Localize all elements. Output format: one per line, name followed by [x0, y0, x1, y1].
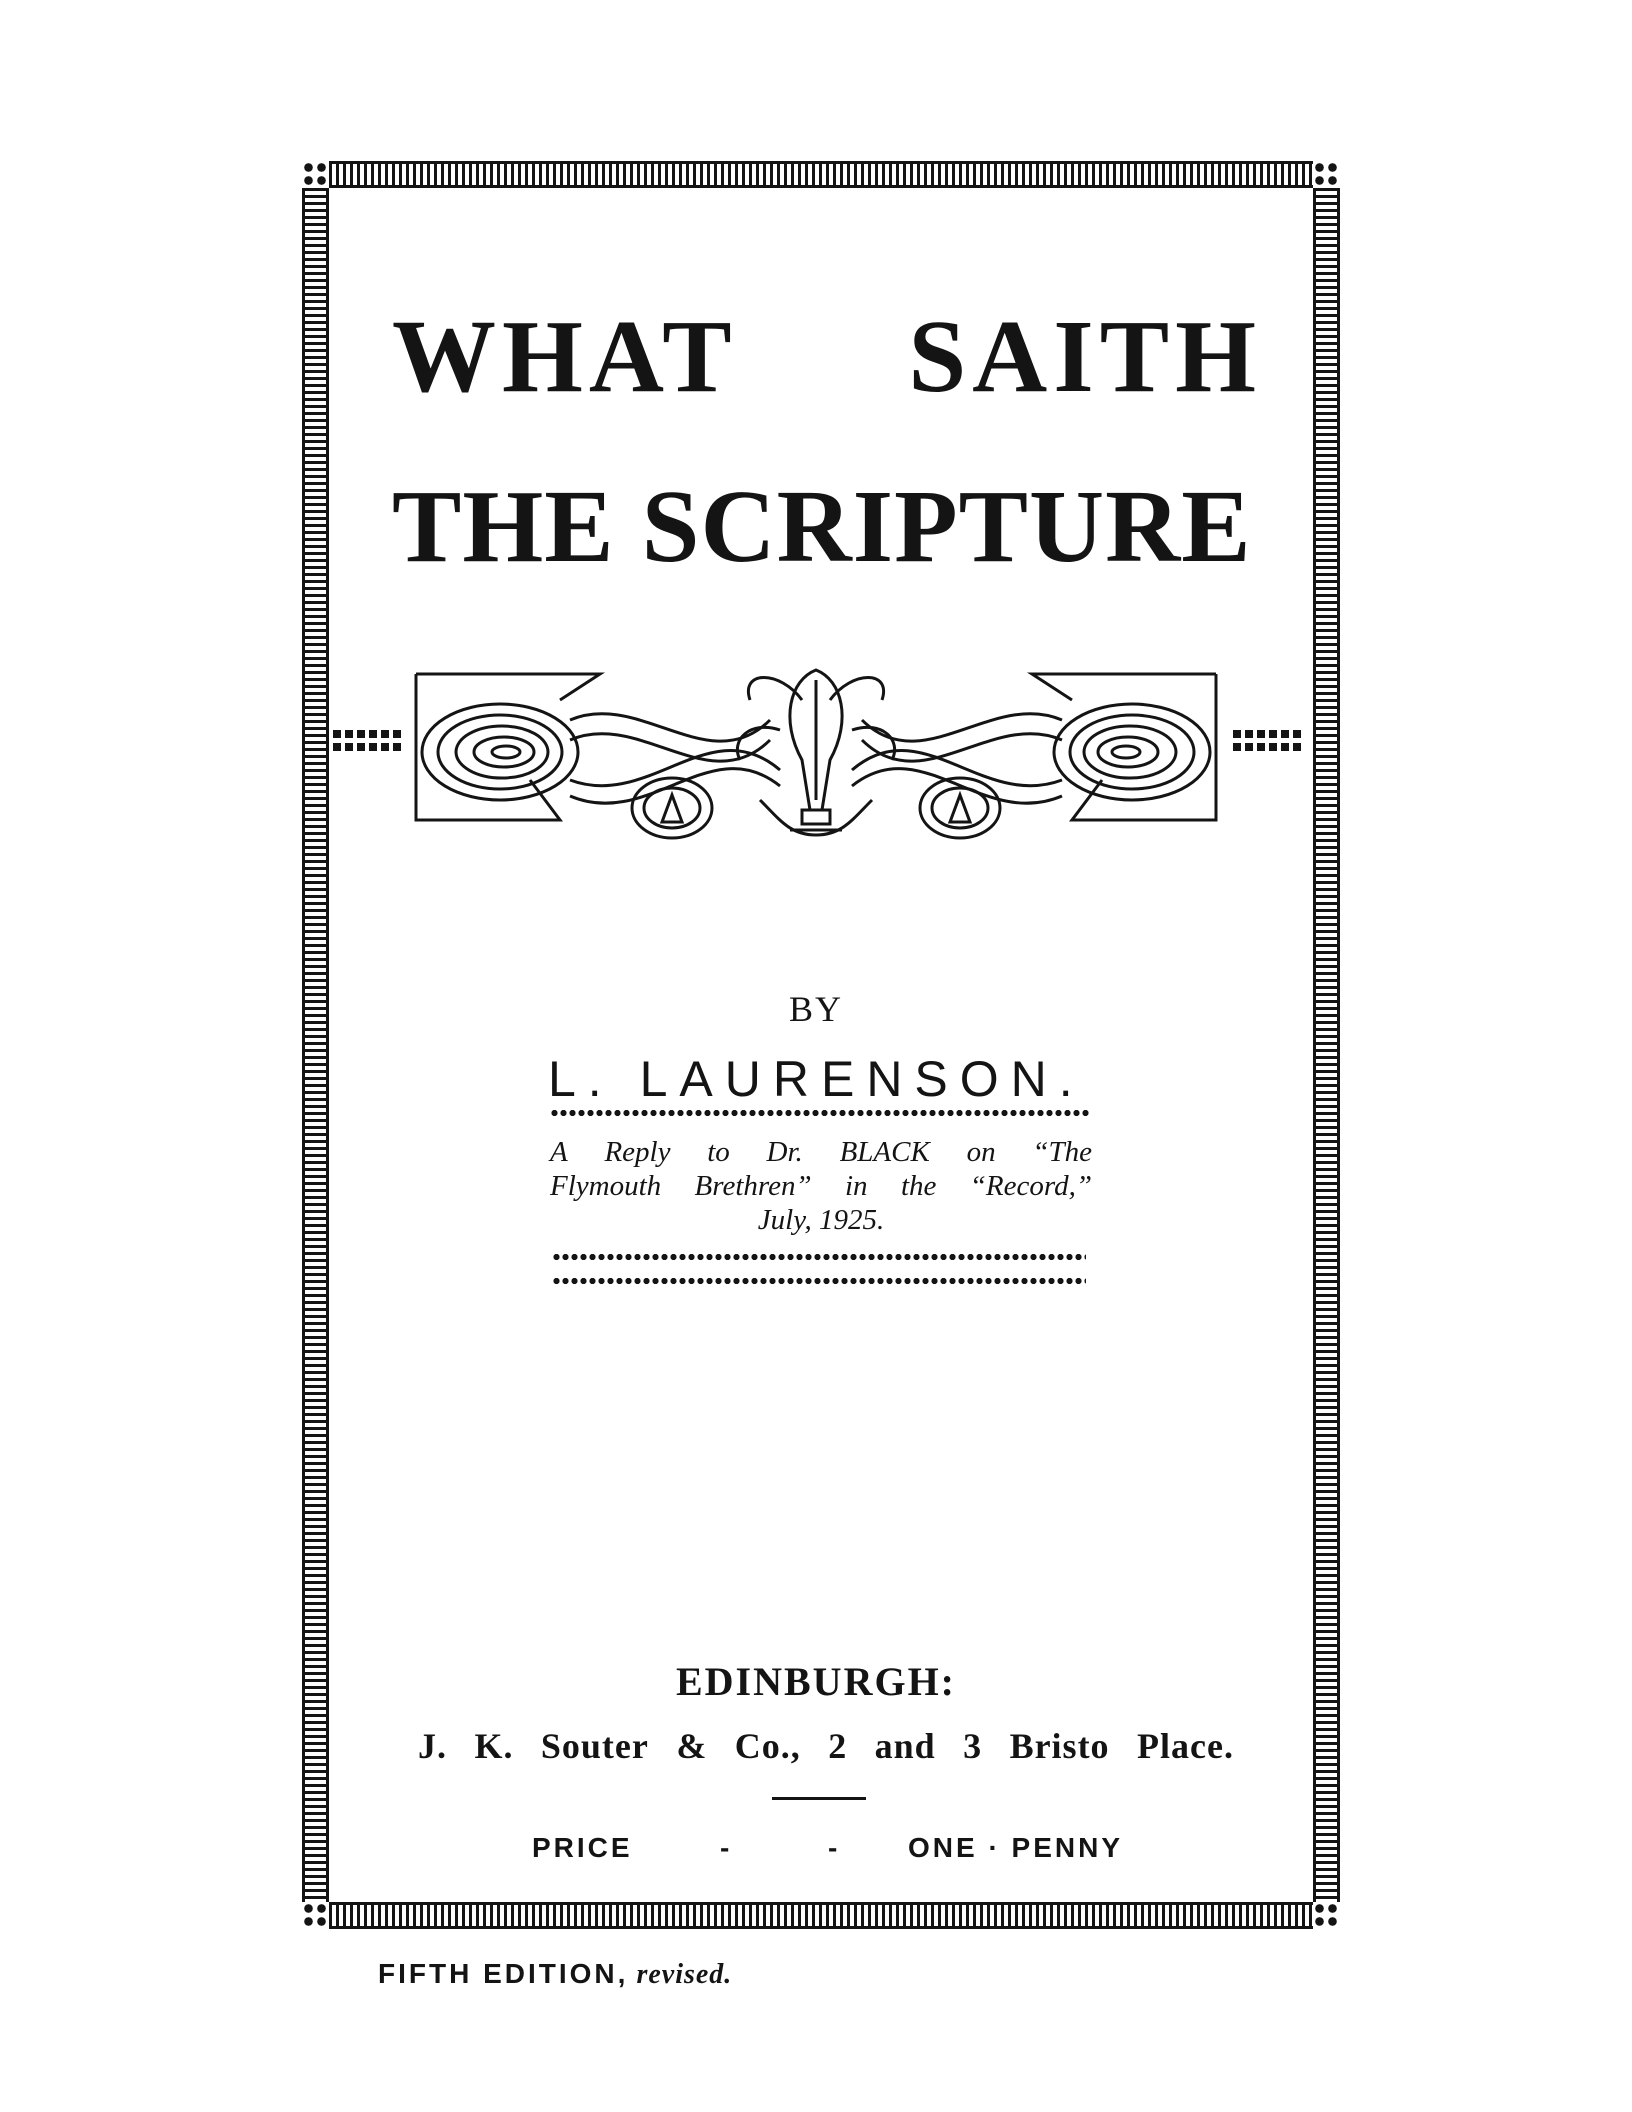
- subtitle-word: Dr.: [766, 1136, 803, 1168]
- subtitle-word: Flymouth: [550, 1170, 662, 1202]
- frame-right-lines: [1313, 188, 1340, 1902]
- dotted-rule: [550, 1110, 1090, 1116]
- publisher-word: 3: [963, 1726, 983, 1766]
- publisher-word: Place.: [1137, 1726, 1234, 1766]
- subtitle-line-1: [550, 1138, 1092, 1167]
- frame-left-border: [302, 188, 329, 1902]
- title-word-what: WHAT: [392, 299, 738, 414]
- subtitle-word: to: [707, 1136, 730, 1168]
- frame-left-lines: [302, 188, 329, 1902]
- publisher-word: Bristo: [1009, 1726, 1110, 1766]
- edition-label: FIFTH EDITION,: [378, 1958, 629, 1989]
- ornament-dots-right: [1233, 730, 1305, 756]
- divider: [772, 1797, 866, 1800]
- title-word-saith: SAITH: [908, 299, 1262, 414]
- subtitle-word: the: [900, 1170, 937, 1202]
- imprint-city: EDINBURGH:: [675, 1659, 957, 1704]
- publisher-word: &: [676, 1726, 708, 1766]
- page-title-line-2: THE SCRIPTURE: [392, 469, 1252, 584]
- edition-revised: revised.: [636, 1959, 733, 1990]
- page-title-line-1: [392, 299, 1262, 414]
- frame-right-border: [1313, 188, 1340, 1902]
- price-value: ONE · PENNY: [908, 1832, 1124, 1863]
- frame-corner-icon: [1313, 161, 1340, 188]
- subtitle-line-3: July, 1925.: [757, 1204, 885, 1236]
- ornament-dots-left: [333, 730, 405, 756]
- subtitle-word: BLACK: [839, 1136, 930, 1168]
- frame-top-lines: [329, 161, 1313, 188]
- frame-corner-icon: [302, 161, 329, 188]
- imprint-publisher: [418, 1725, 1234, 1767]
- celtic-knot-ornament-icon: [410, 660, 1222, 850]
- publisher-word: 2: [828, 1726, 848, 1766]
- publisher-word: J.: [418, 1726, 447, 1766]
- subtitle-word: in: [845, 1170, 868, 1202]
- subtitle-line-2: [550, 1172, 1092, 1201]
- byline-by: BY: [788, 989, 843, 1029]
- frame-corner-icon: [302, 1902, 329, 1929]
- subtitle-word: “The: [1032, 1136, 1092, 1168]
- price-label: PRICE: [532, 1832, 633, 1863]
- subtitle-word: Reply: [604, 1136, 671, 1168]
- frame-corner-icon: [1313, 1902, 1340, 1929]
- frame-top-border: [302, 161, 1340, 188]
- dotted-rule: [552, 1278, 1086, 1284]
- frame-bottom-border: [302, 1902, 1340, 1929]
- subtitle-word: Brethren”: [694, 1170, 812, 1202]
- subtitle-word: A: [550, 1136, 568, 1168]
- publisher-word: Co.,: [734, 1726, 801, 1766]
- frame-bottom-lines: [329, 1902, 1313, 1929]
- publisher-word: and: [874, 1726, 936, 1766]
- subtitle-word: “Record,”: [969, 1170, 1092, 1202]
- publisher-word: K.: [474, 1726, 514, 1766]
- subtitle-word: on: [966, 1136, 996, 1168]
- price-dash: -: [720, 1832, 733, 1863]
- price-dash: -: [828, 1832, 841, 1863]
- edition-note: [378, 1958, 732, 1991]
- publisher-word: Souter: [540, 1726, 649, 1766]
- dotted-rule: [552, 1254, 1086, 1260]
- author-name: L. LAURENSON.: [548, 1051, 1085, 1107]
